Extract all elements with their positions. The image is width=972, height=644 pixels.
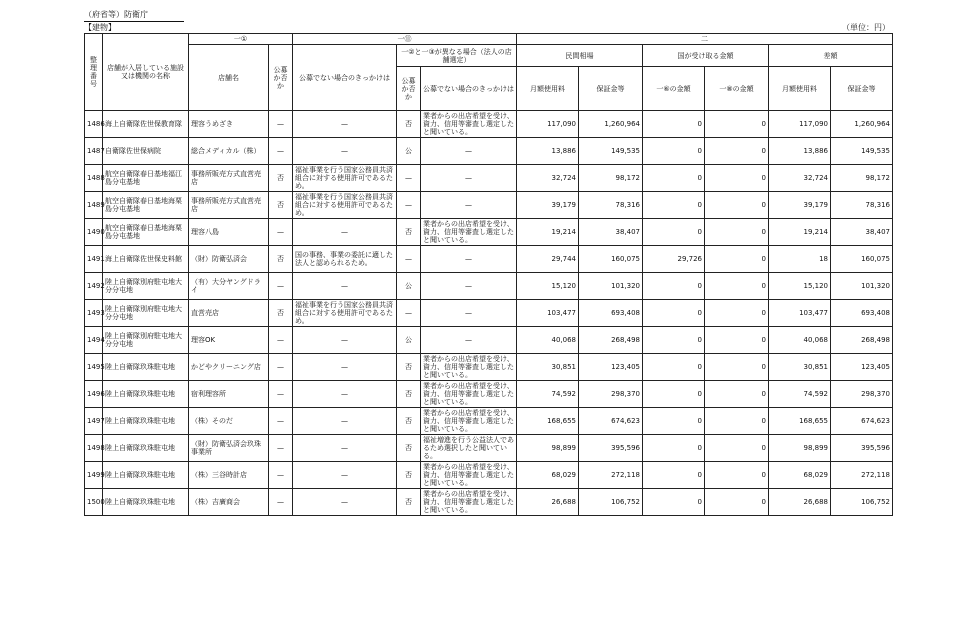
row-market-monthly: 30,851	[517, 354, 579, 381]
row-facility: 海上自衛隊佐世保史料館	[103, 246, 189, 273]
row-store: 事務所販売方式直営売店	[189, 165, 269, 192]
table-row	[85, 354, 893, 381]
row-market-deposit: 298,370	[579, 381, 643, 408]
row-public2: 公	[397, 273, 421, 300]
row-reason2: —	[421, 327, 517, 354]
row-public: —	[269, 489, 293, 516]
row-no: 1499	[85, 462, 103, 489]
row-store: （株）三谷時計店	[189, 462, 269, 489]
row-store: 理容八島	[189, 219, 269, 246]
row-reason2: 業者からの出店希望を受け、資力、信用等審査し選定したと聞いている。	[421, 219, 517, 246]
row-market-deposit: 395,596	[579, 435, 643, 462]
row-gov6: 0	[643, 300, 705, 327]
row-facility: 陸上自衛隊別府駐屯地大分分屯地	[103, 273, 189, 300]
row-public2: 否	[397, 219, 421, 246]
row-reason: —	[293, 435, 397, 462]
row-market-deposit: 38,407	[579, 219, 643, 246]
row-gov8: 0	[705, 138, 769, 165]
row-diff-monthly: 68,029	[769, 462, 831, 489]
row-diff-monthly: 74,592	[769, 381, 831, 408]
row-reason2: —	[421, 165, 517, 192]
row-gov8: 0	[705, 408, 769, 435]
row-store: （株）そのだ	[189, 408, 269, 435]
row-gov6: 0	[643, 111, 705, 138]
row-facility: 陸上自衛隊玖珠駐屯地	[103, 381, 189, 408]
table-row	[85, 219, 893, 246]
header-monthly2: 月額使用料	[769, 67, 831, 111]
row-gov8: 0	[705, 165, 769, 192]
row-public2: —	[397, 246, 421, 273]
header-market: 民間相場	[517, 45, 643, 67]
row-reason: 福祉事業を行う国家公務員共済組合に対する使用許可であるため。	[293, 300, 397, 327]
table-row	[85, 138, 893, 165]
row-gov8: 0	[705, 219, 769, 246]
row-diff-monthly: 30,851	[769, 354, 831, 381]
row-public: —	[269, 408, 293, 435]
row-market-deposit: 268,498	[579, 327, 643, 354]
row-no: 1493	[85, 300, 103, 327]
header-diff: 差額	[769, 45, 893, 67]
row-public2: —	[397, 192, 421, 219]
header-reason: 公募でない場合のきっかけは	[293, 45, 397, 111]
row-reason: 国の事務、事業の委託に適した法人と認められるため。	[293, 246, 397, 273]
row-gov6: 0	[643, 489, 705, 516]
row-reason2: 業者からの出店希望を受け、資力、信用等審査し選定したと聞いている。	[421, 381, 517, 408]
row-public2: 否	[397, 489, 421, 516]
table-row	[85, 408, 893, 435]
row-diff-deposit: 395,596	[831, 435, 893, 462]
row-market-deposit: 674,623	[579, 408, 643, 435]
category-label: 【建物】	[84, 23, 116, 32]
row-diff-deposit: 106,752	[831, 489, 893, 516]
row-gov8: 0	[705, 462, 769, 489]
row-reason2: —	[421, 246, 517, 273]
table-row	[85, 246, 893, 273]
row-public: 否	[269, 165, 293, 192]
row-diff-deposit: 123,405	[831, 354, 893, 381]
row-facility: 陸上自衛隊玖珠駐屯地	[103, 408, 189, 435]
row-diff-deposit: 160,075	[831, 246, 893, 273]
row-public2: —	[397, 165, 421, 192]
row-reason: —	[293, 273, 397, 300]
row-market-monthly: 19,214	[517, 219, 579, 246]
row-diff-deposit: 674,623	[831, 408, 893, 435]
row-reason: —	[293, 381, 397, 408]
row-diff-monthly: 168,655	[769, 408, 831, 435]
table-row	[85, 165, 893, 192]
row-diff-monthly: 15,120	[769, 273, 831, 300]
row-facility: 陸上自衛隊玖珠駐屯地	[103, 462, 189, 489]
header-group-1: 一①	[189, 34, 293, 45]
header-diff-case: 一②と一③が異なる場合（法人の店舗選定）	[397, 45, 517, 67]
row-diff-monthly: 19,214	[769, 219, 831, 246]
store-table	[84, 33, 893, 516]
row-public: —	[269, 354, 293, 381]
row-diff-deposit: 272,118	[831, 462, 893, 489]
row-diff-monthly: 13,886	[769, 138, 831, 165]
row-public: —	[269, 219, 293, 246]
row-no: 1488	[85, 165, 103, 192]
table-row	[85, 489, 893, 516]
row-diff-deposit: 38,407	[831, 219, 893, 246]
row-no: 1498	[85, 435, 103, 462]
row-no: 1487	[85, 138, 103, 165]
row-gov6: 0	[643, 273, 705, 300]
table-body	[85, 111, 893, 516]
row-public: —	[269, 435, 293, 462]
row-diff-monthly: 103,477	[769, 300, 831, 327]
row-gov8: 0	[705, 273, 769, 300]
row-gov6: 0	[643, 354, 705, 381]
row-public2: 否	[397, 381, 421, 408]
row-diff-monthly: 98,899	[769, 435, 831, 462]
row-diff-deposit: 101,320	[831, 273, 893, 300]
row-store: 直営売店	[189, 300, 269, 327]
row-reason2: 業者からの出店希望を受け、資力、信用等審査し選定したと聞いている。	[421, 354, 517, 381]
row-store: 理容OK	[189, 327, 269, 354]
row-diff-deposit: 149,535	[831, 138, 893, 165]
row-gov6: 0	[643, 165, 705, 192]
row-facility: 航空自衛隊春日基地海栗島分屯基地	[103, 219, 189, 246]
row-facility: 陸上自衛隊玖珠駐屯地	[103, 354, 189, 381]
header-public: 公募か否か	[269, 45, 293, 111]
row-market-monthly: 39,179	[517, 192, 579, 219]
row-gov6: 0	[643, 192, 705, 219]
row-reason2: 業者からの出店希望を受け、資力、信用等審査し選定したと聞いている。	[421, 111, 517, 138]
row-diff-deposit: 1,260,964	[831, 111, 893, 138]
row-diff-deposit: 98,172	[831, 165, 893, 192]
row-market-monthly: 29,744	[517, 246, 579, 273]
table-row	[85, 327, 893, 354]
row-gov6: 0	[643, 219, 705, 246]
header-facility: 店舗が入居している施設又は機関の名称	[103, 34, 189, 111]
table-row	[85, 111, 893, 138]
row-market-deposit: 160,075	[579, 246, 643, 273]
row-store: 理容うめざき	[189, 111, 269, 138]
row-facility: 陸上自衛隊別府駐屯地大分分屯地	[103, 300, 189, 327]
row-store: 事務所販売方式直営売店	[189, 192, 269, 219]
row-facility: 航空自衛隊春日基地福江島分屯基地	[103, 165, 189, 192]
row-public: 否	[269, 246, 293, 273]
row-diff-monthly: 117,090	[769, 111, 831, 138]
row-gov8: 0	[705, 354, 769, 381]
row-reason: —	[293, 111, 397, 138]
row-gov8: 0	[705, 327, 769, 354]
row-market-monthly: 32,724	[517, 165, 579, 192]
row-market-deposit: 78,316	[579, 192, 643, 219]
row-diff-monthly: 40,068	[769, 327, 831, 354]
row-store: （財）防衛弘済会玖珠事業所	[189, 435, 269, 462]
table-row	[85, 192, 893, 219]
header-store: 店舗名	[189, 45, 269, 111]
header-gov6: 一⑥の金額	[643, 67, 705, 111]
row-public: 否	[269, 300, 293, 327]
row-diff-deposit: 693,408	[831, 300, 893, 327]
row-market-deposit: 123,405	[579, 354, 643, 381]
row-public2: —	[397, 300, 421, 327]
row-no: 1486	[85, 111, 103, 138]
row-public: —	[269, 462, 293, 489]
header-deposit: 保証金等	[579, 67, 643, 111]
header-monthly: 月額使用料	[517, 67, 579, 111]
row-reason: —	[293, 408, 397, 435]
row-market-monthly: 68,029	[517, 462, 579, 489]
row-facility: 陸上自衛隊玖珠駐屯地	[103, 435, 189, 462]
row-diff-monthly: 26,688	[769, 489, 831, 516]
row-public: —	[269, 381, 293, 408]
row-gov8: 0	[705, 435, 769, 462]
header-deposit2: 保証金等	[831, 67, 893, 111]
row-store: 総合メディカル（株）	[189, 138, 269, 165]
row-gov6: 29,726	[643, 246, 705, 273]
row-gov6: 0	[643, 138, 705, 165]
row-gov6: 0	[643, 381, 705, 408]
row-no: 1496	[85, 381, 103, 408]
row-reason: —	[293, 462, 397, 489]
row-diff-deposit: 298,370	[831, 381, 893, 408]
unit-label: （単位：円）	[842, 23, 890, 32]
row-diff-deposit: 78,316	[831, 192, 893, 219]
row-no: 1495	[85, 354, 103, 381]
row-gov8: 0	[705, 381, 769, 408]
row-gov6: 0	[643, 327, 705, 354]
row-market-monthly: 13,886	[517, 138, 579, 165]
row-reason: —	[293, 138, 397, 165]
row-no: 1500	[85, 489, 103, 516]
row-reason: —	[293, 219, 397, 246]
row-market-monthly: 117,090	[517, 111, 579, 138]
row-reason: —	[293, 489, 397, 516]
row-public2: 否	[397, 462, 421, 489]
row-public2: 否	[397, 408, 421, 435]
header-no: 整理番号	[85, 34, 103, 111]
row-reason2: —	[421, 192, 517, 219]
row-diff-monthly: 32,724	[769, 165, 831, 192]
row-reason: —	[293, 327, 397, 354]
row-market-monthly: 74,592	[517, 381, 579, 408]
row-gov6: 0	[643, 408, 705, 435]
row-public2: 否	[397, 354, 421, 381]
row-reason2: 業者からの出店希望を受け、資力、信用等審査し選定したと聞いている。	[421, 408, 517, 435]
row-public: —	[269, 327, 293, 354]
row-facility: 陸上自衛隊別府駐屯地大分分屯地	[103, 327, 189, 354]
row-reason2: 福祉増進を行う公益法人であるため選択したと聞いている。	[421, 435, 517, 462]
row-gov6: 0	[643, 462, 705, 489]
row-reason: 福祉事業を行う国家公務員共済組合に対する使用許可であるため。	[293, 192, 397, 219]
header-public2: 公募か否か	[397, 67, 421, 111]
row-store: かどやクリーニング店	[189, 354, 269, 381]
table-row	[85, 273, 893, 300]
row-reason: 福祉事業を行う国家公務員共済組合に対する使用許可であるため。	[293, 165, 397, 192]
row-gov8: 0	[705, 111, 769, 138]
row-market-monthly: 103,477	[517, 300, 579, 327]
table-row	[85, 300, 893, 327]
row-reason2: 業者からの出店希望を受け、資力、信用等審査し選定したと聞いている。	[421, 462, 517, 489]
row-market-deposit: 1,260,964	[579, 111, 643, 138]
row-public: —	[269, 111, 293, 138]
row-no: 1489	[85, 192, 103, 219]
row-gov8: 0	[705, 300, 769, 327]
row-store: 宿利理容所	[189, 381, 269, 408]
row-reason2: 業者からの出店希望を受け、資力、信用等審査し選定したと聞いている。	[421, 489, 517, 516]
row-reason: —	[293, 354, 397, 381]
table-row	[85, 462, 893, 489]
ministry-label: （府省等）防衛庁	[84, 9, 184, 22]
row-store: （株）吉廣商会	[189, 489, 269, 516]
table-row	[85, 435, 893, 462]
row-market-deposit: 106,752	[579, 489, 643, 516]
row-public2: 公	[397, 327, 421, 354]
header-group-11: 一⑪	[293, 34, 517, 45]
row-public2: 公	[397, 138, 421, 165]
row-no: 1492	[85, 273, 103, 300]
row-market-monthly: 26,688	[517, 489, 579, 516]
row-store: （有）大分ヤングドライ	[189, 273, 269, 300]
row-gov8: 0	[705, 246, 769, 273]
row-market-deposit: 101,320	[579, 273, 643, 300]
row-reason2: —	[421, 300, 517, 327]
row-public2: 否	[397, 435, 421, 462]
row-facility: 海上自衛隊佐世保教育隊	[103, 111, 189, 138]
row-gov8: 0	[705, 192, 769, 219]
row-facility: 自衛隊佐世保病院	[103, 138, 189, 165]
row-public: 否	[269, 192, 293, 219]
table-row	[85, 381, 893, 408]
row-diff-deposit: 268,498	[831, 327, 893, 354]
row-facility: 陸上自衛隊玖珠駐屯地	[103, 489, 189, 516]
row-market-monthly: 40,068	[517, 327, 579, 354]
row-market-monthly: 168,655	[517, 408, 579, 435]
row-diff-monthly: 18	[769, 246, 831, 273]
row-gov6: 0	[643, 435, 705, 462]
row-reason2: —	[421, 273, 517, 300]
header-group-2: 二	[517, 34, 893, 45]
row-no: 1490	[85, 219, 103, 246]
row-facility: 航空自衛隊春日基地海栗島分屯基地	[103, 192, 189, 219]
row-market-monthly: 98,899	[517, 435, 579, 462]
row-store: （財）防衛弘済会	[189, 246, 269, 273]
row-market-deposit: 693,408	[579, 300, 643, 327]
header-reason2: 公募でない場合のきっかけは	[421, 67, 517, 111]
row-market-deposit: 98,172	[579, 165, 643, 192]
row-no: 1497	[85, 408, 103, 435]
row-diff-monthly: 39,179	[769, 192, 831, 219]
row-public2: 否	[397, 111, 421, 138]
row-no: 1491	[85, 246, 103, 273]
row-market-deposit: 272,118	[579, 462, 643, 489]
row-market-monthly: 15,120	[517, 273, 579, 300]
header-gov8: 一⑧の金額	[705, 67, 769, 111]
row-gov8: 0	[705, 489, 769, 516]
row-market-deposit: 149,535	[579, 138, 643, 165]
row-reason2: —	[421, 138, 517, 165]
row-public: —	[269, 138, 293, 165]
row-public: —	[269, 273, 293, 300]
row-no: 1494	[85, 327, 103, 354]
header-gov: 国が受け取る金額	[643, 45, 769, 67]
